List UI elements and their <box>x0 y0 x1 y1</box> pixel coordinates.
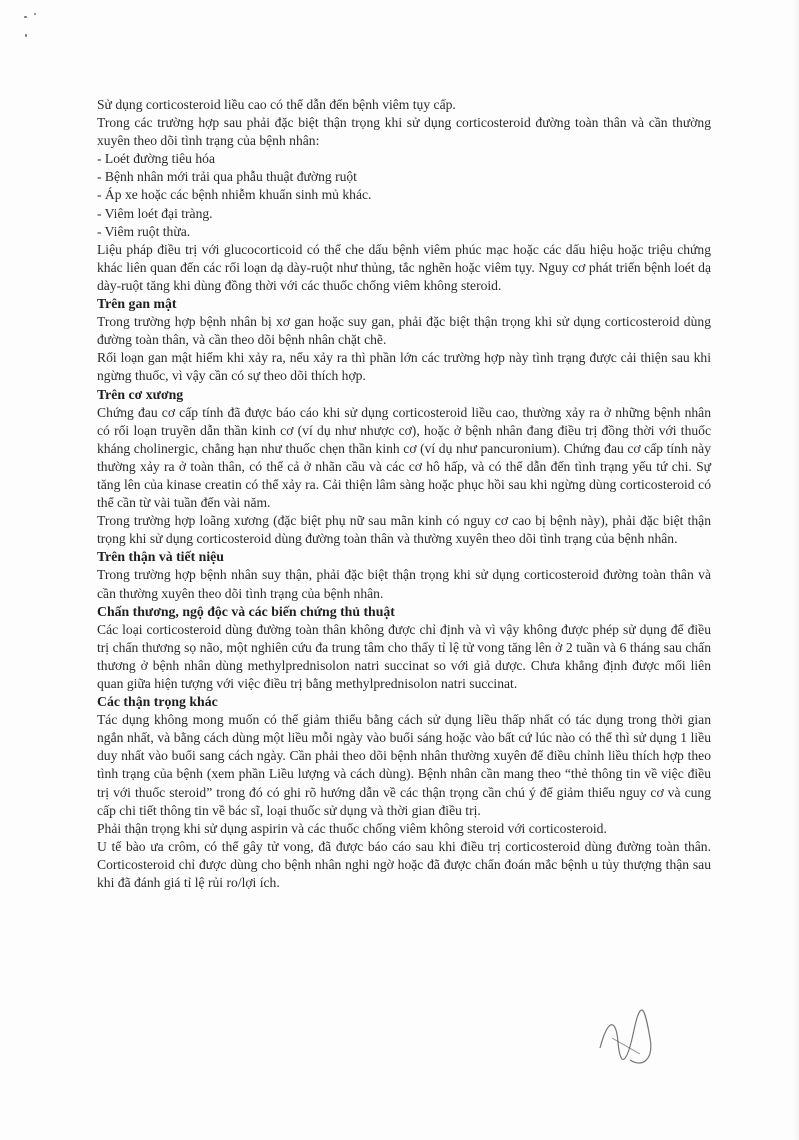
section-paragraph: Trong trường hợp bệnh nhân bị xơ gan hoặc suy gan, phải đặc biệt thận trọng khi sử dụng corticosteroid dùng đường toàn thân, và cần theo dõi bệnh nhân chặt chẽ. <box>97 314 711 348</box>
handwritten-signature <box>590 1008 660 1078</box>
list-item: - Bệnh nhân mới trải qua phẫu thuật đường ruột <box>97 169 357 185</box>
section-paragraph: Tác dụng không mong muốn có thể giảm thiểu bằng cách sử dụng liều thấp nhất có tác dụng trong thời gian ngắn nhất, và bằng cách dùng một liều mỗi ngày vào buổi sáng hoặc vào bất cứ lúc nào có thể thì sử dụng 1 liều duy nhất vào buổi sang cách ngày. Cần phải theo dõi bệnh nhân thường xuyên để điều chỉnh liều thích hợp theo tình trạng của bệnh (xem phần Liều lượng và cách dùng). Bệnh nhân cần mang theo “thẻ thông tin về việc điều trị với thuốc steroid” trong đó có ghi rõ hướng dẫn về các thận trọng cần chú ý để giảm thiểu nguy cơ và cung cấp chi tiết thông tin về bác sĩ, loại thuốc sử dụng và thời gian điều trị. <box>97 712 711 818</box>
section-heading-co-xuong: Trên cơ xương <box>97 386 184 402</box>
section-paragraph: Phải thận trọng khi sử dụng aspirin và các thuốc chống viêm không steroid với corticosteroid. <box>97 820 607 836</box>
document-body <box>97 96 711 892</box>
list-item: - Viêm loét đại tràng. <box>97 205 213 221</box>
intro-paragraph: Trong các trường hợp sau phải đặc biệt thận trọng khi sử dụng corticosteroid đường toàn thân và cần thường xuyên theo dõi tình trạng của bệnh nhân: <box>97 115 711 149</box>
scan-mark-icon <box>22 10 42 40</box>
list-item: - Áp xe hoặc các bệnh nhiễm khuẩn sinh mủ khác. <box>97 187 372 203</box>
section-heading-chan-thuong: Chấn thương, ngộ độc và các biến chứng thủ thuật <box>97 603 395 619</box>
intro-paragraph: Sử dụng corticosteroid liều cao có thể dẫn đến bệnh viêm tụy cấp. <box>97 97 456 112</box>
section-paragraph: U tế bào ưa crôm, có thể gây tử vong, đã được báo cáo sau khi điều trị corticosteroid dùng đường toàn thân. Corticosteroid chỉ được dùng cho bệnh nhân nghi ngờ hoặc đã được chẩn đoán mắc bệnh u tủy thượng thận sau khi đã đánh giá tỉ lệ rủi ro/lợi ích. <box>97 838 711 891</box>
section-heading-than-tiet-nieu: Trên thận và tiết niệu <box>97 549 224 565</box>
section-heading-gan-mat: Trên gan mật <box>97 296 177 312</box>
section-paragraph: Các loại corticosteroid dùng đường toàn thân không được chỉ định và vì vậy không được phép sử dụng để điều trị chấn thương sọ não, một nghiên cứu đa trung tâm cho thấy tỉ lệ tử vong tăng lên ở 2 tuần và 6 tháng sau chấn thương ở bệnh nhân dùng methylprednisolon natri succinat so với giả dược. Chưa khẳng định được mối liên quan giữa hiện tượng với việc điều trị bằng methylprednisolon natri succinat. <box>97 621 711 691</box>
intro-paragraph: Liệu pháp điều trị với glucocorticoid có thể che dấu bệnh viêm phúc mạc hoặc các dấu hiệu hoặc triệu chứng khác liên quan đến các rối loạn dạ dày-ruột như thủng, tắc nghẽn hoặc viêm tụy. Nguy cơ phát triển bệnh loét dạ dày-ruột tăng khi dùng đồng thời với các thuốc chống viêm không steroid. <box>97 241 711 293</box>
section-paragraph: Rối loạn gan mật hiếm khi xảy ra, nếu xảy ra thì phần lớn các trường hợp này tình trạng được cải thiện sau khi ngừng thuốc, vì vậy cần có sự theo dõi thích hợp. <box>97 350 711 384</box>
list-item: - Loét đường tiêu hóa <box>97 151 215 167</box>
caution-list <box>97 150 711 240</box>
section-paragraph: Trong trường hợp loãng xương (đặc biệt phụ nữ sau mãn kinh có nguy cơ cao bị bệnh này), phải đặc biệt thận trọng khi sử dụng corticosteroid dùng đường toàn thân và thường xuyên theo dõi tình trạng của bệnh nhân. <box>97 513 711 547</box>
scan-edge-shadow <box>793 0 799 1140</box>
section-heading-than-trong-khac: Các thận trọng khác <box>97 694 218 710</box>
section-paragraph: Trong trường hợp bệnh nhân suy thận, phải đặc biệt thận trọng khi sử dụng corticosteroid đường toàn thân và cần thường xuyên theo dõi tình trạng của bệnh nhân. <box>97 567 711 601</box>
list-item: - Viêm ruột thừa. <box>97 223 191 239</box>
section-paragraph: Chứng đau cơ cấp tính đã được báo cáo khi sử dụng corticosteroid liều cao, thường xảy ra ở những bệnh nhân có rối loạn truyền dẫn thần kinh cơ (ví dụ như nhược cơ), hoặc ở bệnh nhân đang điều trị đồng thời với thuốc kháng cholinergic, chẳng hạn như thuốc chẹn thần kinh cơ (ví dụ như pancuronium). Chứng đau cơ cấp tính này thường xảy ra ở toàn thân, có thể cả ở nhãn cầu và các cơ hô hấp, và có thể dẫn đến tình trạng yếu tứ chi. Sự tăng lên của kinase creatin có thể xảy ra. Cải thiện lâm sàng hoặc phục hồi sau khi ngừng dùng corticosteroid có thể cần từ vài tuần đến vài năm. <box>97 404 711 511</box>
